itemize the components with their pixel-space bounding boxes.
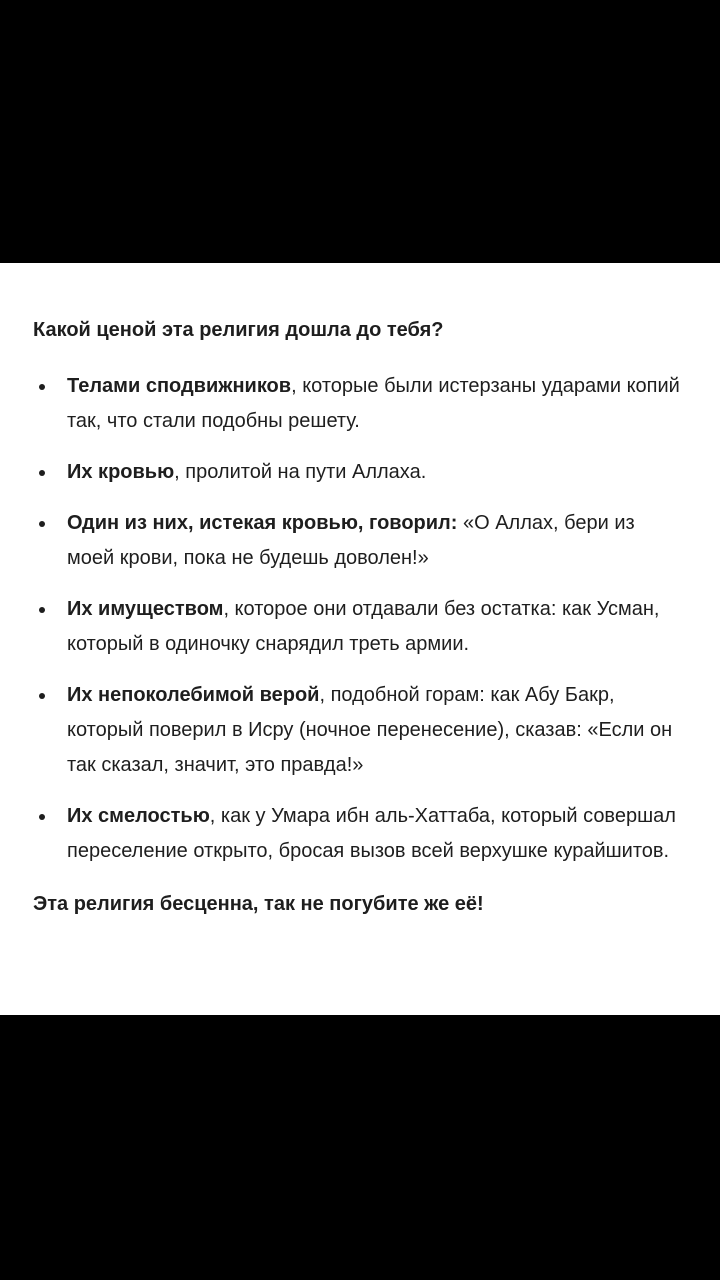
list-item: [33, 678, 683, 783]
list-item: [33, 455, 683, 490]
bullet-icon: [39, 693, 45, 699]
bullet-icon: [39, 521, 45, 527]
text-card: [0, 263, 720, 1015]
bullet-icon: [39, 814, 45, 820]
closing-statement: Эта религия бесценна, так не погубите же её!: [33, 893, 484, 915]
item-text: , подобной горам: как Абу Бакр, который поверил в Исру (ночное перенесение), сказав: «Если он так сказал, значит, это правда!»: [67, 684, 673, 776]
bullet-icon: [39, 384, 45, 390]
list-item: [33, 799, 683, 869]
list-item: [33, 369, 683, 439]
item-bold-text: Их кровью: [67, 461, 175, 483]
item-bold-text: Их имуществом: [67, 598, 224, 620]
bullet-icon: [39, 607, 45, 613]
list-item: [33, 592, 683, 662]
item-bold-text: Их смелостью: [67, 805, 210, 827]
article-heading: Какой ценой эта религия дошла до тебя?: [33, 319, 444, 341]
item-text: , пролитой на пути Аллаха.: [174, 461, 427, 483]
item-bold-text: Их непоколебимой верой: [67, 684, 320, 706]
bullet-icon: [39, 470, 45, 476]
list-item: [33, 506, 683, 576]
item-text: «О Аллах, бери из моей крови, пока не будешь доволен!»: [67, 512, 635, 569]
item-text: , которое они отдавали без остатка: как Усман, который в одиночку снарядил треть армии.: [67, 598, 660, 655]
article-content: [33, 315, 683, 919]
item-text: , как у Умара ибн аль-Хаттаба, который совершал переселение открыто, бросая вызов всей верхушке курайшитов.: [67, 805, 676, 862]
item-text: , которые были истерзаны ударами копий так, что стали подобны решету.: [67, 375, 680, 432]
item-bold-text: Телами сподвижников: [67, 375, 292, 397]
bullet-list: [33, 369, 683, 869]
item-bold-text: Один из них, истекая кровью, говорил:: [67, 512, 458, 534]
